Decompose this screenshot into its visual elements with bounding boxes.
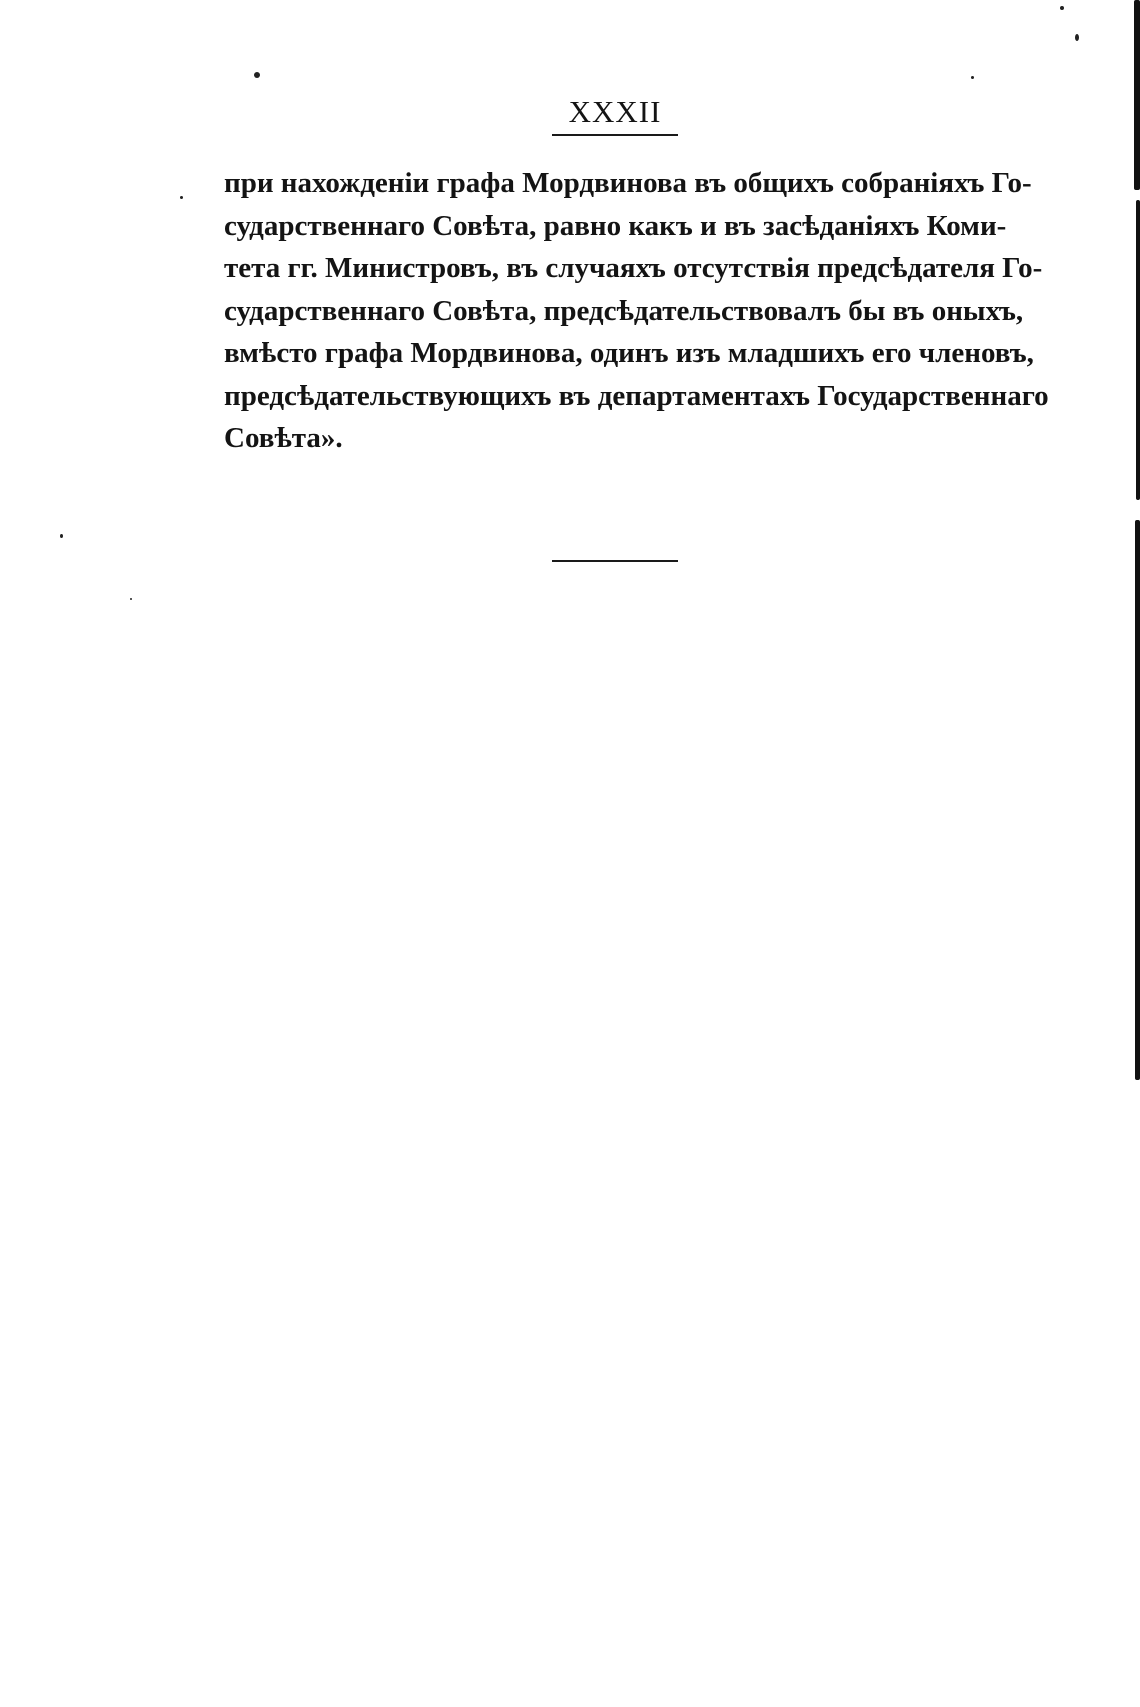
scan-speck [971,76,974,79]
end-rule [552,560,678,562]
scan-speck [130,598,132,600]
scan-speck [254,72,260,78]
scan-speck [180,196,183,199]
text-line: тета гг. Министровъ, въ случаяхъ отсутствія предсѣдателя Го- [224,252,1043,284]
scan-edge-shadow-middle [1136,200,1140,500]
text-line: сударственнаго Совѣта, предсѣдательствовалъ бы въ оныхъ, [224,294,1024,327]
page-number: XXXII [568,94,662,129]
scan-edge-shadow-top [1134,0,1140,190]
text-line: при нахожденіи графа Мордвинова въ общихъ собраніяхъ Го- [224,167,1032,199]
text-line: сударственнаго Совѣта, равно какъ и въ засѣданіяхъ Коми- [224,209,1007,242]
body-paragraph [224,162,1049,460]
header-rule [552,134,678,136]
scan-edge-shadow-bottom [1135,520,1140,1080]
text-line: Совѣта». [224,422,343,454]
scan-speck [1075,34,1079,41]
text-line: вмѣсто графа Мордвинова, одинъ изъ младшихъ его членовъ, [224,337,1034,369]
scan-speck [1060,6,1064,10]
scan-speck [60,534,63,538]
text-line: предсѣдательствующихъ въ департаментахъ Государственнаго [224,379,1049,412]
